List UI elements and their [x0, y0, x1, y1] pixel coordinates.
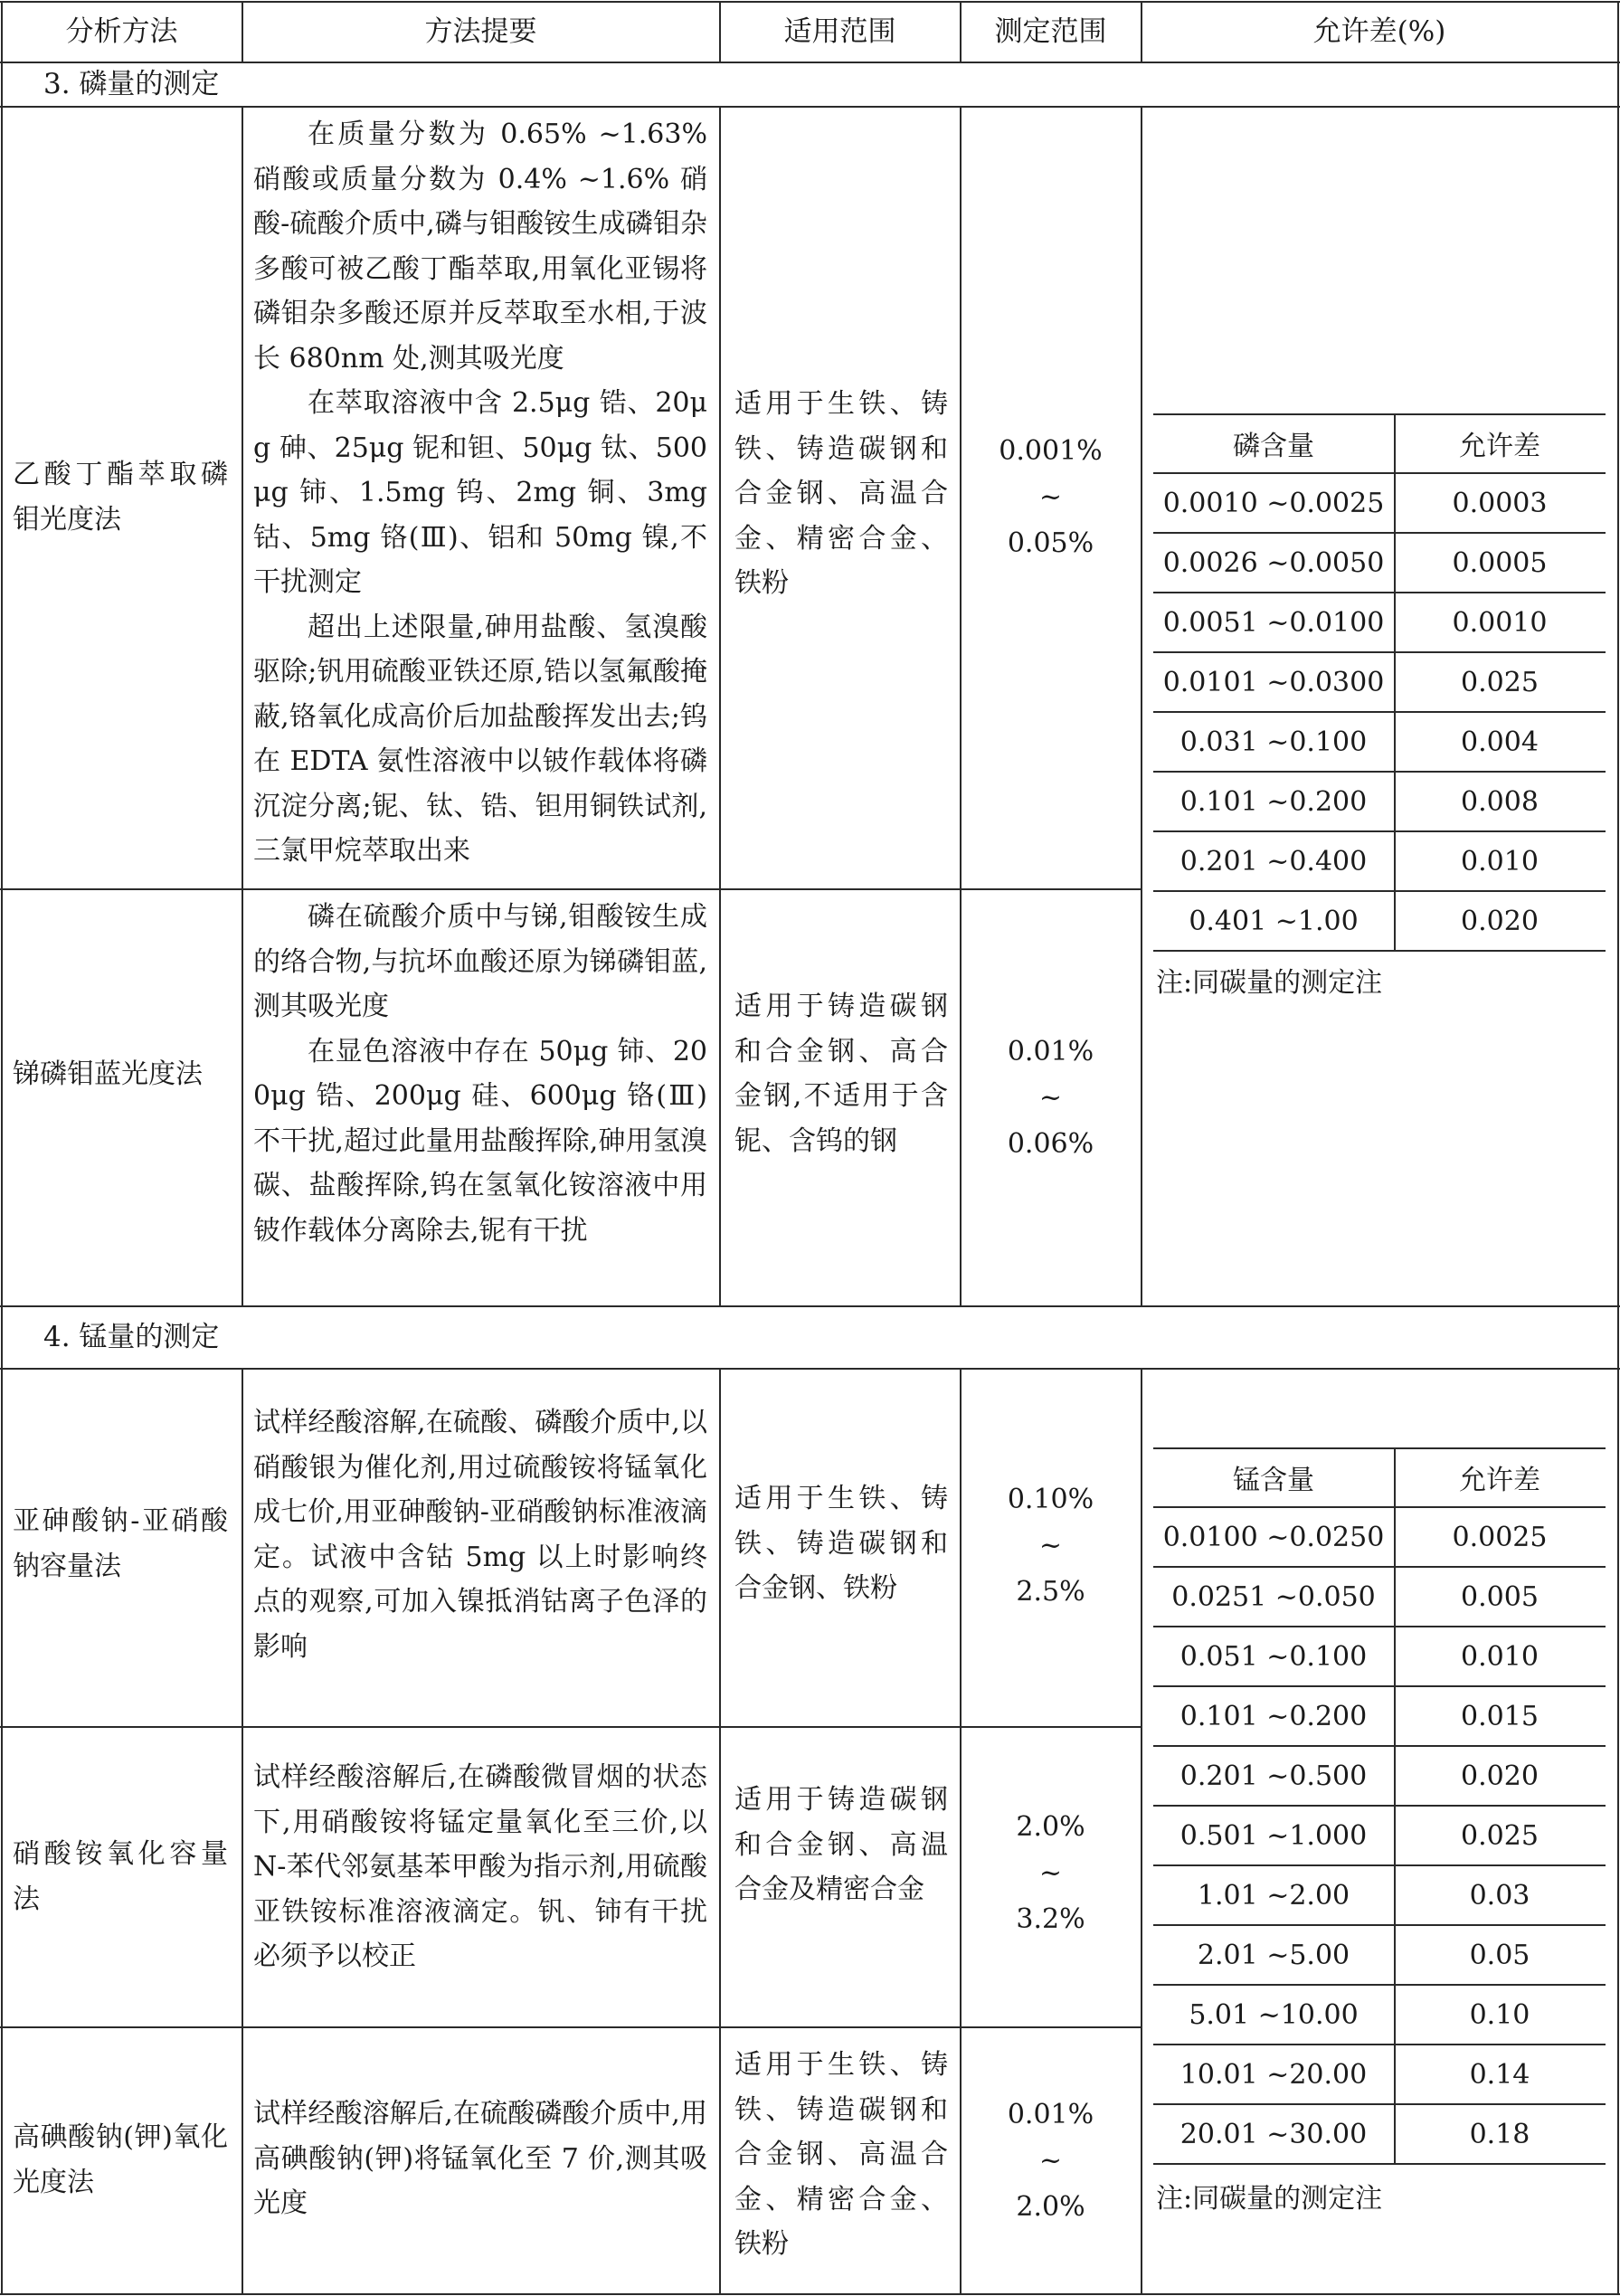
sub-table-row [1153, 1627, 1606, 1685]
tolerance-cell: 0.03 [1469, 1879, 1530, 1912]
tolerance-cell: 0.010 [1461, 845, 1539, 878]
tolerance-cell: 0.020 [1461, 1760, 1539, 1792]
sub-table-row [1153, 653, 1606, 711]
method-name: 亚砷酸钠-亚硝酸钠容量法 [13, 1505, 228, 1582]
col-divider [719, 1368, 721, 2294]
col-divider [719, 106, 721, 1306]
tolerance-cell: 0.025 [1461, 666, 1539, 698]
tolerance-cell: 0.025 [1461, 1819, 1539, 1852]
table-left-border [1, 1, 3, 2295]
content-range-cell: 0.201 ~0.400 [1179, 845, 1368, 878]
table-right-border [1617, 1, 1619, 2295]
sub-table-row [1153, 534, 1606, 592]
header-scope: 适用范围 [783, 15, 896, 48]
applicable-scope: 适用于铸造碳钢和合金钢、高合金钢,不适用于含铌、含钨的钢 [734, 991, 948, 1157]
content-range-cell: 20.01 ~30.00 [1179, 2118, 1368, 2150]
method-summary: 试样经酸溶解,在硫酸、磷酸介质中,以硝酸银为催化剂,用过硫酸铵将锰氧化成七价,用亚砷酸钠-亚硝酸钠标准液滴定。试液中含钴 5mg 以上时影响终点的观察,可加入镍抵消钴离子色泽的影响 [253, 1407, 707, 1663]
section-title: 3. 磷量的测定 [43, 68, 220, 100]
applicable-scope: 适用于生铁、铸铁、铸造碳钢和合金钢、高温合金、精密合金、铁粉 [734, 388, 948, 599]
applicable-scope: 适用于生铁、铸铁、铸造碳钢和合金钢、高温合金、精密合金、铁粉 [734, 2049, 948, 2260]
content-range-cell: 0.0051 ~0.0100 [1162, 606, 1385, 639]
sub-table-row [1153, 2045, 1606, 2103]
content-range-cell: 0.0026 ~0.0050 [1162, 546, 1385, 579]
sub-table-row [1153, 713, 1606, 771]
content-range-cell: 0.0251 ~0.050 [1171, 1580, 1376, 1613]
method-summary: 磷在硫酸介质中与锑,钼酸铵生成的络合物,与抗坏血酸还原为锑磷钼蓝,测其吸光度 在显色溶液中存在 50μg 铈、200μg 锆、200μg 硅、600μg 铬(Ⅲ)不干扰,超过此量用盐酸挥除,砷用氢溴碳、盐酸挥除,钨在氢氧化铵溶液中用铍作载体分离除去,铌有干扰 [253, 901, 707, 1247]
content-range-cell: 0.101 ~0.200 [1179, 785, 1368, 818]
tolerance-cell: 0.008 [1461, 785, 1539, 818]
sub-table-header: 磷含量 允许差 [1233, 431, 1540, 462]
sub-table-row [1153, 773, 1606, 830]
sub-table-row [1153, 832, 1606, 890]
tolerance-cell: 0.0010 [1452, 606, 1548, 639]
content-range-cell: 0.501 ~1.000 [1179, 1819, 1368, 1852]
content-range-cell: 0.0100 ~0.0250 [1162, 1521, 1385, 1553]
sub-table-row [1153, 1926, 1606, 1984]
measurement-range: 0.01% ~ 2.0% [1007, 2099, 1094, 2223]
tolerance-cell: 0.05 [1469, 1939, 1530, 1971]
col-divider [1141, 1368, 1142, 2294]
row-divider [0, 2026, 1142, 2028]
sub-table-header: 锰含量 允许差 [1233, 1465, 1540, 1496]
tolerance-cell: 0.18 [1469, 2118, 1530, 2150]
measurement-range: 0.10% ~ 2.5% [1007, 1484, 1094, 1608]
tolerance-cell: 0.0025 [1452, 1521, 1548, 1553]
tolerance-cell: 0.020 [1461, 905, 1539, 937]
tolerance-cell: 0.004 [1461, 726, 1539, 758]
method-name: 硝酸铵氧化容量法 [13, 1838, 228, 1915]
content-range-cell: 0.0010 ~0.0025 [1162, 487, 1385, 519]
table-note: 注:同碳量的测定注 [1156, 2183, 1383, 2215]
sub-table-row [1153, 892, 1606, 950]
content-range-cell: 2.01 ~5.00 [1197, 1939, 1350, 1971]
sub-table-row [1153, 593, 1606, 651]
method-name: 锑磷钼蓝光度法 [13, 1058, 203, 1090]
tolerance-cell: 0.005 [1461, 1580, 1539, 1613]
method-name: 高碘酸钠(钾)氧化光度法 [13, 2121, 228, 2198]
method-summary: 在质量分数为 0.65% ~1.63% 硝酸或质量分数为 0.4% ~1.6% 硝酸-硫酸介质中,磷与钼酸铵生成磷钼杂多酸可被乙酸丁酯萃取,用氧化亚锡将磷钼杂多酸还原并反萃取至水相,于波长 680nm 处,测其吸光度 在萃取溶液中含 2.5μg 锆、20μg 砷、25μg 铌和钽、50μg 钛、500μg 铈、1.5mg 钨、2mg 铜、3mg 钴、5mg 铬(Ⅲ)、铝和 50mg 镍,不干扰测定 超出上述限量,砷用盐酸、氢溴酸驱除;钒用硫酸亚铁还原,锆以氢氟酸掩蔽,铬氧化成高价后加盐酸挥发出去;钨在 EDTA 氨性溶液中以铍作载体将磷沉淀分离;铌、钛、锆、钽用铜铁试剂,三氯甲烷萃取出来 [253, 119, 707, 867]
section-title: 4. 锰量的测定 [43, 1321, 220, 1353]
sub-table-row [1153, 1866, 1606, 1924]
col-divider [242, 106, 243, 1306]
content-range-cell: 10.01 ~20.00 [1179, 2058, 1368, 2091]
tolerance-cell: 0.0005 [1452, 546, 1548, 579]
sub-table-row [1153, 2105, 1606, 2163]
content-range-cell: 0.0101 ~0.0300 [1162, 666, 1385, 698]
content-range-cell: 0.031 ~0.100 [1179, 726, 1368, 758]
measurement-range: 2.0% ~ 3.2% [1016, 1811, 1085, 1935]
content-range-cell: 0.101 ~0.200 [1179, 1700, 1368, 1732]
tolerance-cell: 0.14 [1469, 2058, 1530, 2091]
method-name: 乙酸丁酯萃取磷钼光度法 [13, 459, 228, 536]
tolerance-cell: 0.0003 [1452, 487, 1548, 519]
sub-table-row [1153, 1687, 1606, 1745]
content-range-cell: 0.401 ~1.00 [1189, 905, 1359, 937]
content-range-cell: 0.201 ~0.500 [1179, 1760, 1368, 1792]
col-divider [1141, 106, 1142, 1306]
table-note: 注:同碳量的测定注 [1156, 967, 1383, 999]
sub-table-row [1153, 1508, 1606, 1566]
col-divider [242, 1368, 243, 2294]
tolerance-cell: 0.10 [1469, 1998, 1530, 2031]
content-range-cell: 5.01 ~10.00 [1189, 1998, 1359, 2031]
method-summary: 试样经酸溶解后,在硫酸磷酸介质中,用高碘酸钠(钾)将锰氧化至 7 价,测其吸光度 [253, 2098, 707, 2219]
sub-table-row [1153, 1747, 1606, 1805]
header-summary: 方法提要 [424, 15, 537, 48]
sub-table-row [1153, 474, 1606, 532]
applicable-scope: 适用于生铁、铸铁、铸造碳钢和合金钢、铁粉 [734, 1483, 948, 1604]
tolerance-cell: 0.015 [1461, 1700, 1539, 1732]
measurement-range: 0.001% ~ 0.05% [999, 435, 1103, 559]
row-divider [0, 1726, 1142, 1728]
content-range-cell: 0.051 ~0.100 [1179, 1640, 1368, 1673]
header-range: 测定范围 [994, 15, 1107, 48]
method-summary: 试样经酸溶解后,在磷酸微冒烟的状态下,用硝酸铵将锰定量氧化至三价,以 N-苯代邻氨基苯甲酸为指示剂,用硫酸亚铁铵标准溶液滴定。钒、铈有干扰必须予以校正 [253, 1761, 707, 1972]
sub-table-row [1153, 1568, 1606, 1626]
sub-table-row [1153, 1807, 1606, 1864]
measurement-range: 0.01% ~ 0.06% [1007, 1036, 1094, 1160]
content-range-cell: 1.01 ~2.00 [1197, 1879, 1350, 1912]
sub-table-row [1153, 1986, 1606, 2044]
row-divider [0, 888, 1142, 890]
header-method: 分析方法 [65, 15, 178, 48]
tolerance-cell: 0.010 [1461, 1640, 1539, 1673]
header-tolerance: 允许差(%) [1312, 15, 1446, 48]
applicable-scope: 适用于铸造碳钢和合金钢、高温合金及精密合金 [734, 1784, 948, 1905]
